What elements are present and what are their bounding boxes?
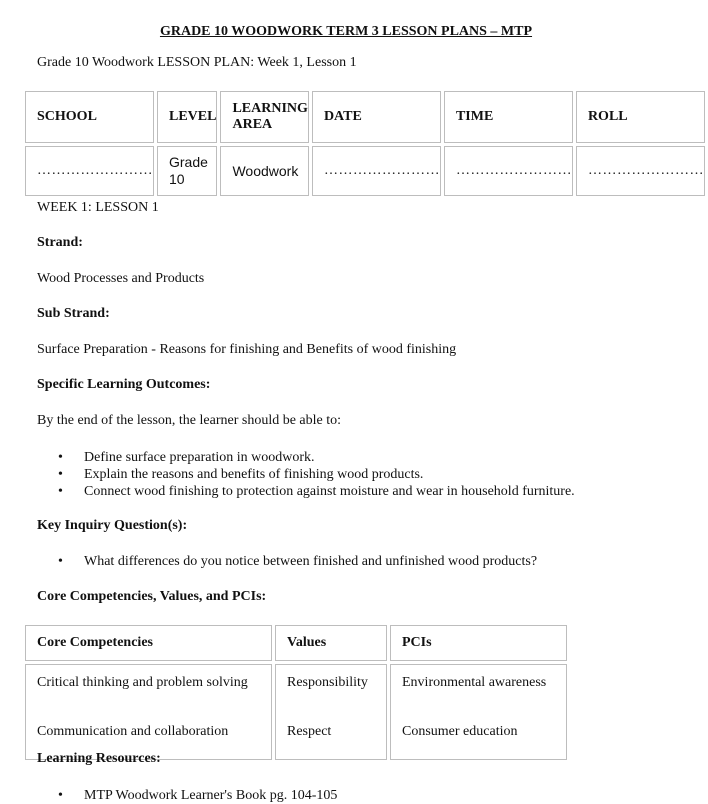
header-school: SCHOOL (25, 91, 154, 143)
list-item: • MTP Woodwork Learner's Book pg. 104-105 (56, 787, 337, 804)
header-roll: ROLL (576, 91, 705, 143)
list-item: • Explain the reasons and benefits of finishing wood products. (56, 466, 575, 483)
value-item: Respect (287, 724, 332, 739)
level-value: Grade 10 (157, 146, 217, 196)
list-item: • What differences do you notice between finished and unfinished wood products? (56, 553, 537, 570)
competencies-table (22, 622, 570, 763)
pci-item: Environmental awareness (402, 675, 547, 690)
header-time: TIME (444, 91, 573, 143)
school-value: …………………… (25, 146, 154, 196)
lesson-info-table (22, 88, 708, 199)
header-values: Values (275, 625, 387, 661)
outcomes-list (56, 449, 575, 500)
values-cell (275, 664, 387, 760)
strand-label: Strand: (37, 235, 83, 250)
resources-label: Learning Resources: (37, 751, 161, 766)
header-date: DATE (312, 91, 441, 143)
competencies-cell (25, 664, 272, 760)
table-row (25, 146, 705, 196)
roll-value: …………………… (576, 146, 705, 196)
sub-strand-label: Sub Strand: (37, 306, 110, 321)
learning-area-value: Woodwork (220, 146, 308, 196)
header-core-competencies: Core Competencies (25, 625, 272, 661)
sub-strand-value: Surface Preparation - Reasons for finishing and Benefits of wood finishing (37, 342, 457, 357)
outcomes-label: Specific Learning Outcomes: (37, 377, 211, 392)
lesson-heading: Grade 10 Woodwork LESSON PLAN: Week 1, Lesson 1 (37, 55, 357, 70)
pcis-cell (390, 664, 567, 760)
header-pcis: PCIs (390, 625, 567, 661)
inquiry-list (56, 553, 537, 570)
document-title: GRADE 10 WOODWORK TERM 3 LESSON PLANS – MTP (159, 24, 533, 39)
competency-item: Critical thinking and problem solving (37, 675, 248, 690)
competencies-label: Core Competencies, Values, and PCIs: (37, 589, 267, 604)
list-item: • Connect wood finishing to protection against moisture and wear in household furniture. (56, 483, 575, 500)
table-row (25, 664, 567, 760)
header-learning-area: LEARNING AREA (220, 91, 308, 143)
time-value: …………………… (444, 146, 573, 196)
week-lesson-label: WEEK 1: LESSON 1 (37, 200, 159, 215)
table-header-row (25, 91, 705, 143)
outcomes-intro: By the end of the lesson, the learner should be able to: (37, 413, 342, 428)
header-level: LEVEL (157, 91, 217, 143)
resources-list (56, 787, 337, 804)
date-value: …………………… (312, 146, 441, 196)
inquiry-label: Key Inquiry Question(s): (37, 518, 188, 533)
pci-item: Consumer education (402, 724, 518, 739)
table-header-row (25, 625, 567, 661)
list-item: • Define surface preparation in woodwork. (56, 449, 575, 466)
strand-value: Wood Processes and Products (37, 271, 205, 286)
competency-item: Communication and collaboration (37, 724, 229, 739)
value-item: Responsibility (287, 675, 368, 690)
